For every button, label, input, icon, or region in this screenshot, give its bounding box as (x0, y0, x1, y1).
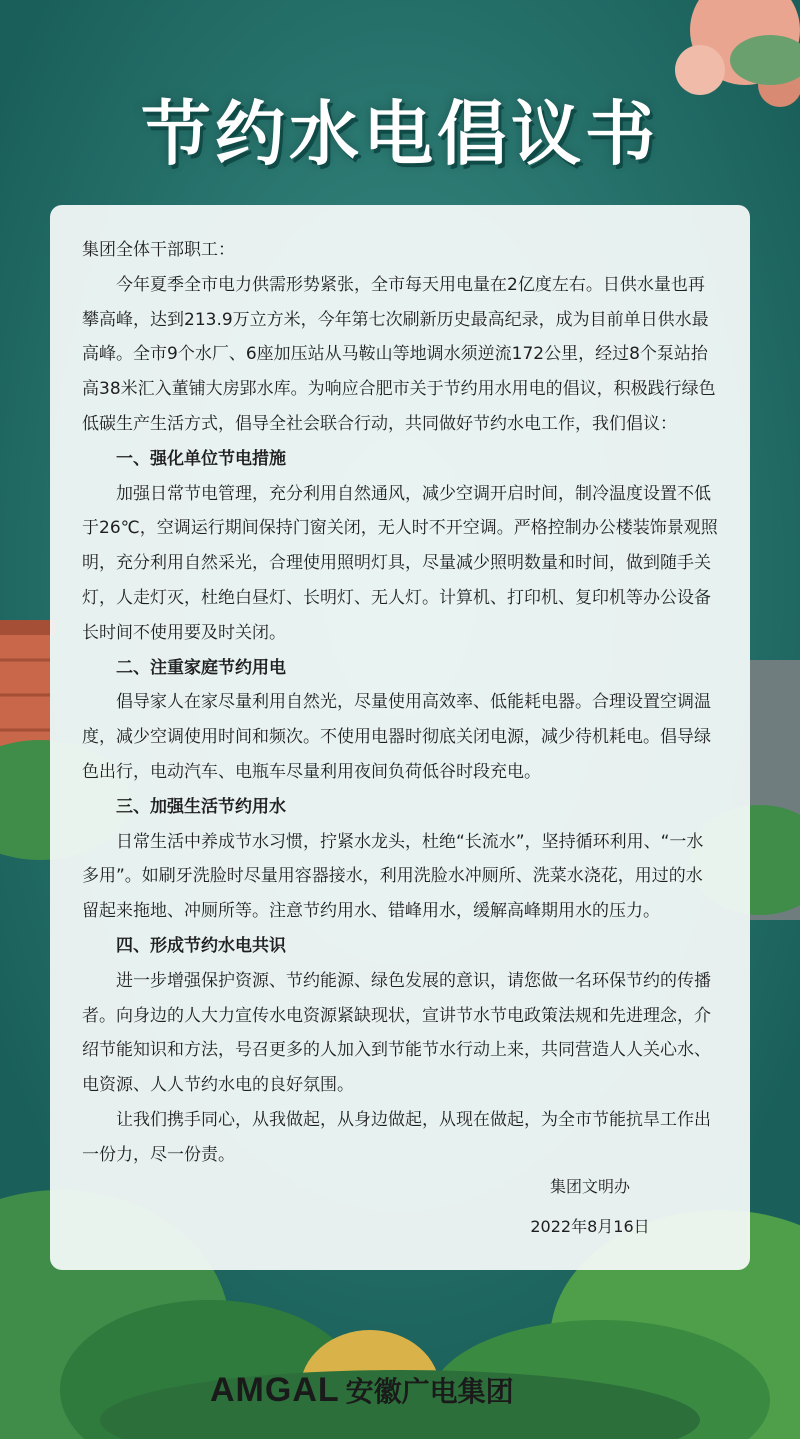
closing-paragraph: 让我们携手同心，从我做起，从身边做起，从现在做起，为全市节能抗旱工作出一份力，尽一份责。 (82, 1109, 711, 1165)
salutation: 集团全体干部职工： (82, 240, 235, 260)
signature-date: 2022年8月16日 (530, 1217, 650, 1236)
section-body: 日常生活中养成节水习惯，拧紧水龙头，杜绝“长流水”，坚持循环利用、“一水多用”。如刷牙洗脸时尽量用容器接水，利用洗脸水冲厕所、洗菜水浇花，用过的水留起来拖地、冲厕所等。注意节约用水、错峰用水，缓解高峰期用水的压力。 (82, 831, 704, 922)
section-heading: 三、加强生活节约用水 (116, 796, 286, 817)
section-heading: 四、形成节约水电共识 (116, 935, 286, 956)
section-body: 进一步增强保护资源、节约能源、绿色发展的意识，请您做一名环保节约的传播者。向身边的人大力宣传水电资源紧缺现状，宣讲节水节电政策法规和先进理念，介绍节能知识和方法，号召更多的人加入到节能节水行动上来，共同营造人人关心水、电资源、人人节约水电的良好氛围。 (82, 970, 711, 1096)
page-title: 节约水电倡议书 (141, 93, 659, 175)
footer-logo (210, 1370, 610, 1410)
intro-paragraph: 今年夏季全市电力供需形势紧张，全市每天用电量在2亿度左右。日供水量也再攀高峰，达到213.9万立方米，今年第七次刷新历史最高纪录，成为目前单日供水最高峰。全市9个水厂、6座加压站从马鞍山等地调水须逆流172公里，经过8个泵站抬高38米汇入董铺大房郢水库。为响应合肥市关于节约用水用电的倡议，积极践行绿色低碳生产生活方式，倡导全社会联合行动，共同做好节约水电工作，我们倡议： (82, 274, 716, 434)
logo-wordmark: AMGAL (210, 1370, 340, 1409)
signature-org: 集团文明办 (549, 1177, 630, 1196)
section-body: 加强日常节电管理，充分利用自然通风，减少空调开启时间，制冷温度设置不低于26℃，空调运行期间保持门窗关闭，无人时不开空调。严格控制办公楼装饰景观照明，充分利用自然采光，合理使用照明灯具，尽量减少照明数量和时间，做到随手关灯，人走灯灭，杜绝白昼灯、长明灯、无人灯。计算机、打印机、复印机等办公设备长时间不使用要及时关闭。 (82, 483, 718, 643)
section-body: 倡导家人在家尽量利用自然光，尽量使用高效率、低能耗电器。合理设置空调温度，减少空调使用时间和频次。不使用电器时彻底关闭电源，减少待机耗电。倡导绿色出行，电动汽车、电瓶车尽量利用夜间负荷低谷时段充电。 (82, 692, 711, 782)
section-heading: 一、强化单位节电措施 (116, 448, 286, 469)
letter-body (50, 205, 750, 1270)
section-heading: 二、注重家庭节约用电 (116, 657, 286, 678)
logo-org-name: 安徽广电集团 (345, 1375, 514, 1408)
